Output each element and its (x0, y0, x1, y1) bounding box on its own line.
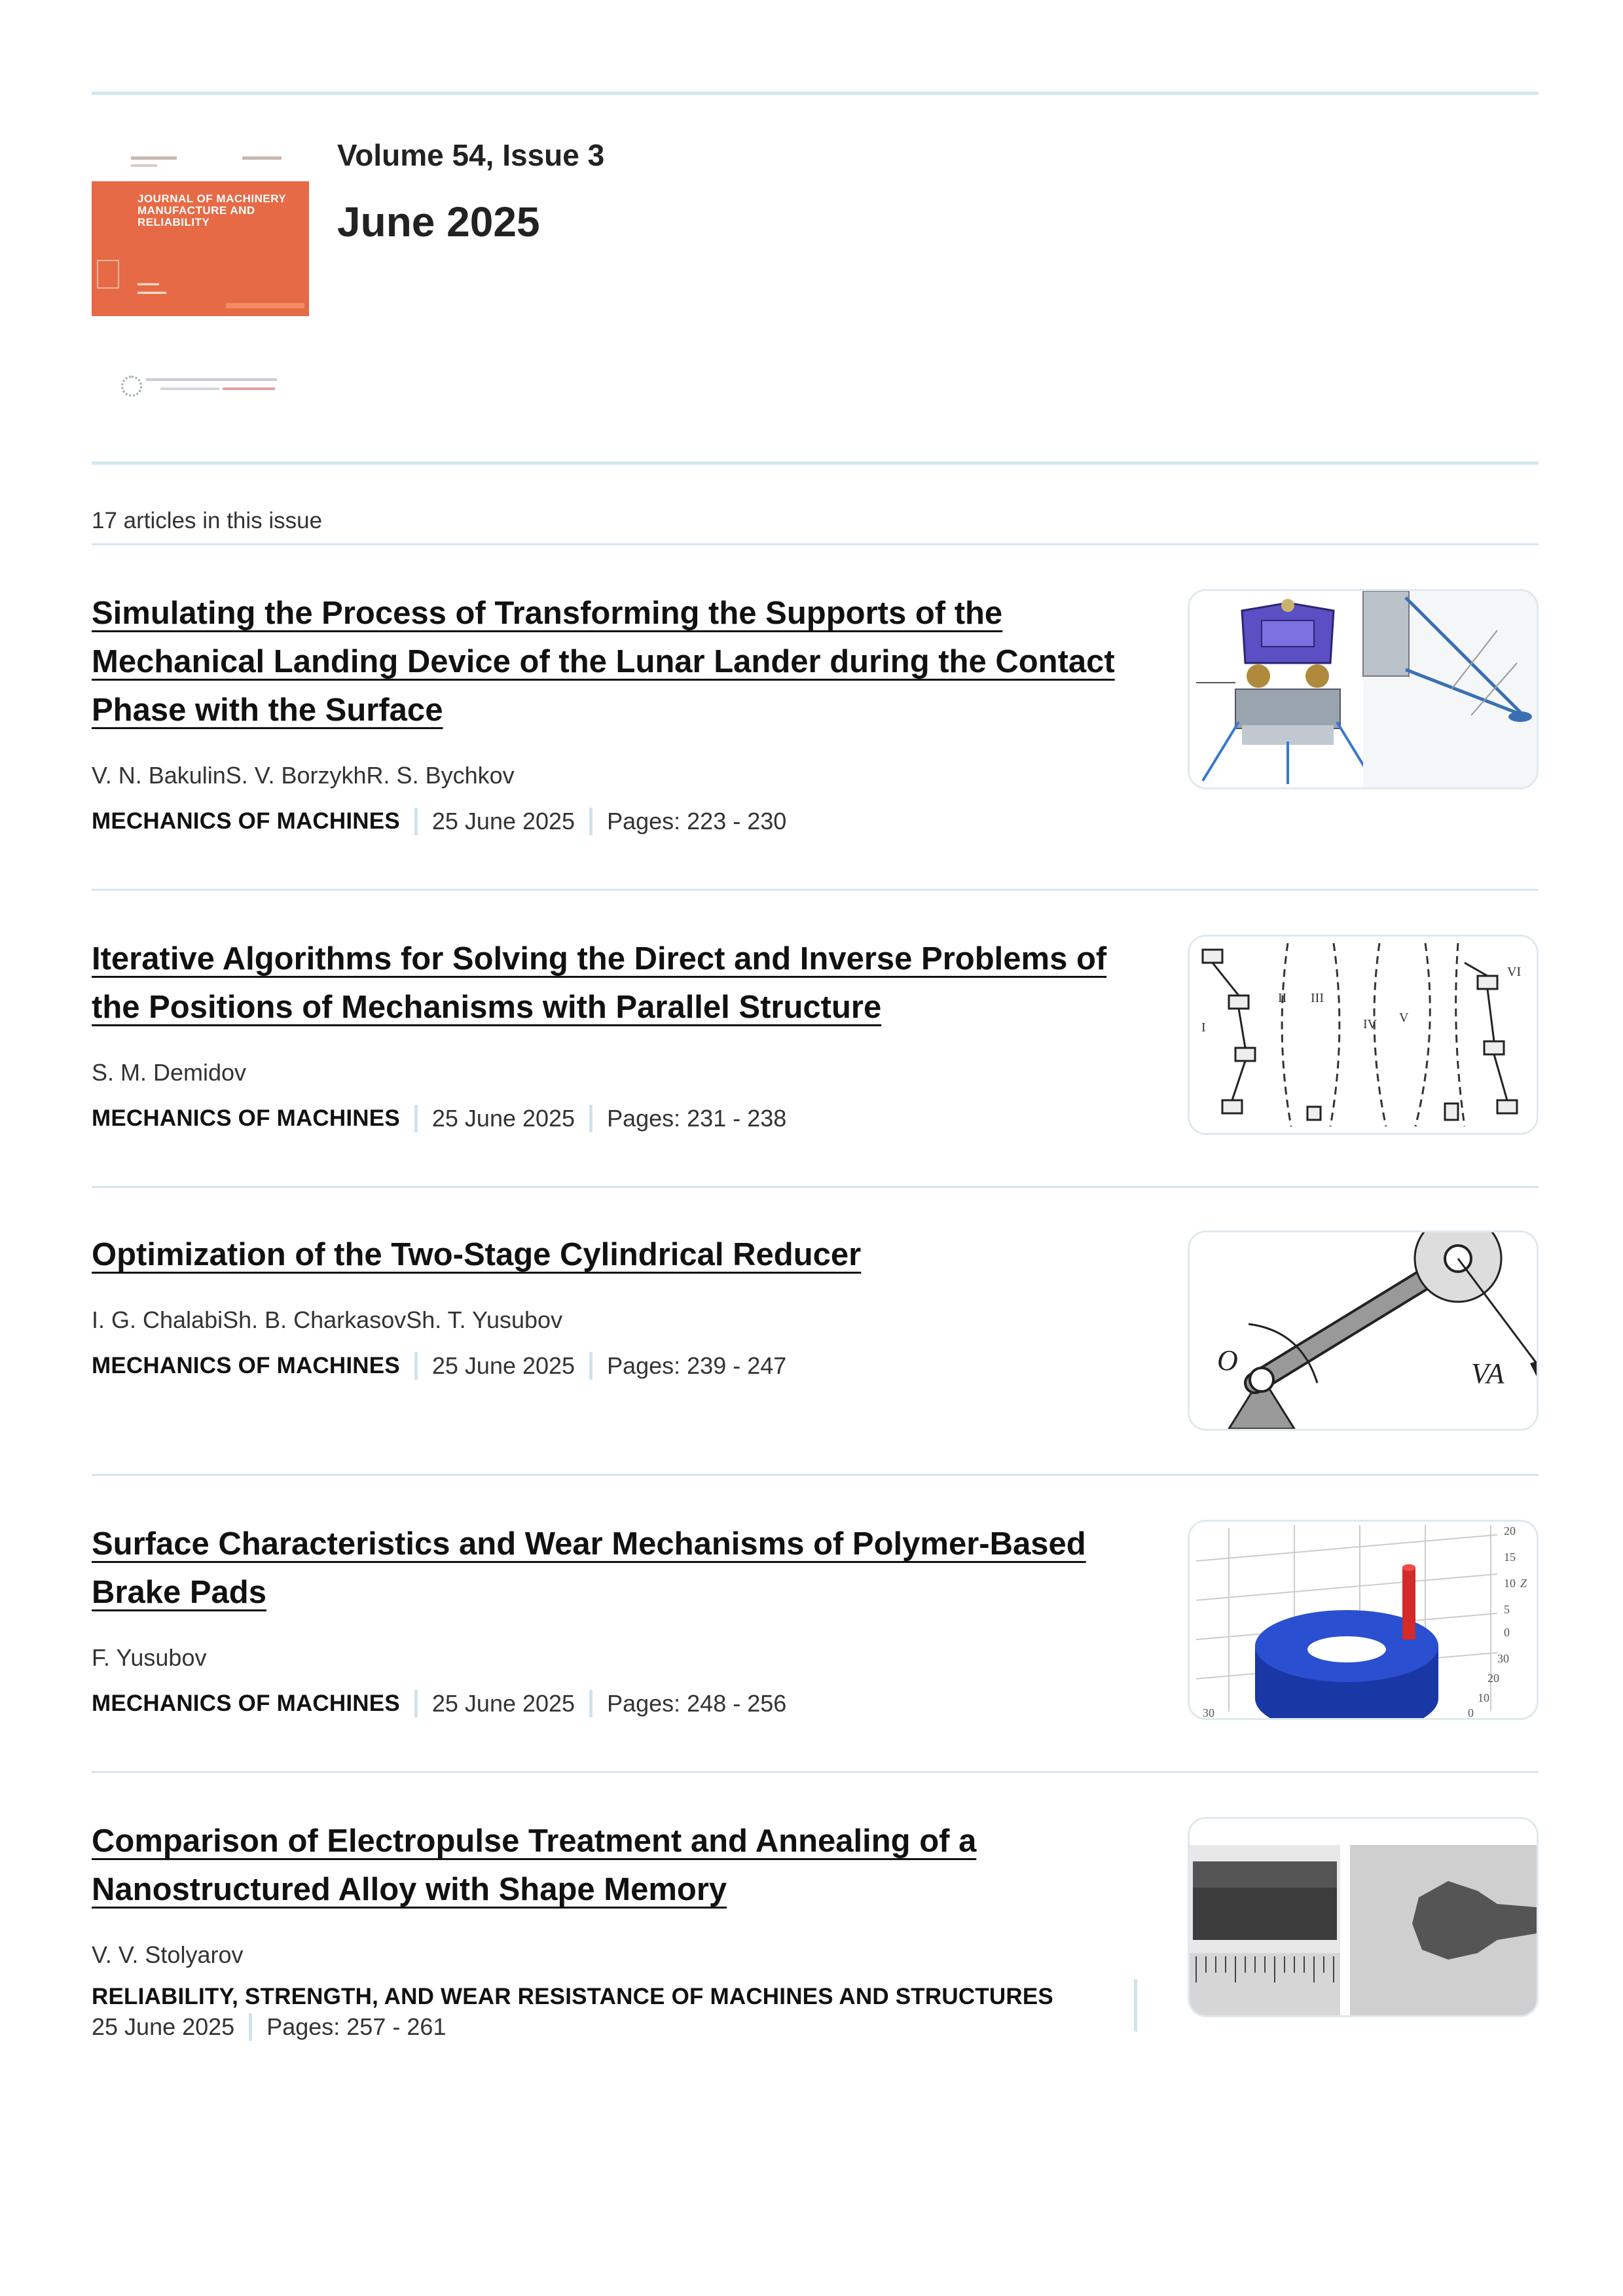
article-section[interactable]: MECHANICS OF MACHINES (92, 1105, 400, 1131)
axis-tick: 5 (1504, 1603, 1510, 1616)
article-divider (92, 889, 1539, 891)
article-date: 25 June 2025 (92, 2013, 235, 2040)
meta-separator (414, 808, 418, 835)
axis-tick: 20 (1504, 1524, 1516, 1537)
cover-top-strip (92, 141, 309, 181)
meta-separator (414, 1105, 418, 1132)
article-title-link[interactable]: Surface Characteristics and Wear Mechanisms of Polymer-Based Brake Pads (92, 1526, 1086, 1610)
article-count: 17 articles in this issue (92, 508, 323, 533)
article-pages: Pages: 223 - 230 (607, 808, 787, 834)
axis-tick: 10 (1504, 1577, 1516, 1590)
publisher-logo (121, 373, 282, 399)
meta-separator (249, 2013, 252, 2041)
thumb-label: VA (1471, 1357, 1504, 1390)
article-title-link[interactable]: Comparison of Electropulse Treatment and Annealing of a Nanostructured Alloy with Shape Memory (92, 1823, 977, 1907)
issue-date: June 2025 (337, 198, 540, 245)
article-section[interactable]: MECHANICS OF MACHINES (92, 1691, 400, 1716)
article-thumbnail[interactable] (1188, 1817, 1539, 2017)
article-date: 25 June 2025 (431, 1690, 575, 1717)
article-pages: Pages: 248 - 256 (607, 1690, 787, 1717)
axis-label: Z (1520, 1577, 1527, 1590)
count-divider (92, 543, 1539, 545)
meta-separator (589, 808, 593, 835)
article-divider (92, 1186, 1539, 1188)
top-divider (92, 92, 1539, 95)
article-authors: S. M. Demidov (92, 1059, 247, 1086)
article-card (92, 1817, 1539, 2041)
thumb-label: I (1201, 1020, 1206, 1035)
cover-title: JOURNAL OF MACHINERY MANUFACTURE AND RELIABILITY (137, 192, 286, 228)
cover-bottom-bar (226, 303, 304, 308)
article-title-link[interactable]: Iterative Algorithms for Solving the Direct and Inverse Problems of the Positions of Mechanisms with Parallel Structure (92, 941, 1107, 1025)
cover-orange-panel (92, 181, 309, 316)
axis-tick: 0 (1468, 1706, 1474, 1718)
crank-mechanism-figure (1190, 1232, 1537, 1429)
article-divider (92, 1771, 1539, 1773)
meta-separator (414, 1690, 418, 1717)
meta-separator (589, 1352, 593, 1380)
article-thumbnail[interactable] (1188, 589, 1539, 789)
axis-tick: 0 (1504, 1626, 1510, 1639)
article-thumbnail[interactable] (1188, 1230, 1539, 1431)
axis-tick: 30 (1497, 1652, 1509, 1665)
thumb-label: V (1399, 1011, 1409, 1025)
article-section[interactable]: MECHANICS OF MACHINES (92, 1353, 400, 1378)
article-pages: Pages: 239 - 247 (607, 1352, 787, 1379)
article-section[interactable]: RELIABILITY, STRENGTH, AND WEAR RESISTANCE OF MACHINES AND STRUCTURES (92, 1984, 1053, 2009)
axis-tick: 10 (1478, 1691, 1489, 1704)
meta-separator (414, 1352, 418, 1380)
axis-tick: 15 (1504, 1551, 1516, 1564)
axis-tick: 30 (1203, 1706, 1214, 1718)
thumb-label: O (1217, 1344, 1238, 1376)
article-card (92, 935, 1539, 1132)
article-meta (92, 808, 1539, 835)
article-title-link[interactable]: Simulating the Process of Transforming the Supports of the Mechanical Landing Device of the Lunar Lander during the Contact Phase with the Surface (92, 596, 1115, 728)
article-date: 25 June 2025 (431, 1352, 575, 1379)
alloy-sample-photo (1190, 1819, 1537, 2015)
thumb-label: III (1311, 991, 1324, 1005)
meta-separator (589, 1105, 593, 1132)
article-authors: F. Yusubov (92, 1644, 207, 1671)
axis-tick: 20 (1487, 1672, 1499, 1685)
article-divider (92, 1474, 1539, 1476)
meta-separator (1134, 1979, 1137, 2032)
thumb-label: VI (1507, 965, 1522, 979)
article-authors: V. V. Stolyarov (92, 1941, 244, 1968)
thumb-label: IV (1363, 1017, 1377, 1031)
article-card (92, 1520, 1539, 1717)
article-thumbnail[interactable] (1188, 1520, 1539, 1720)
journal-cover-image[interactable] (92, 141, 309, 435)
header-divider (92, 461, 1539, 465)
brake-pad-3d-figure (1190, 1522, 1537, 1718)
article-date: 25 June 2025 (431, 1105, 575, 1132)
article-card (92, 1230, 1539, 1390)
cover-emblem (97, 260, 119, 289)
article-authors: I. G. ChalabiSh. B. CharkasovSh. T. Yusubov (92, 1306, 563, 1333)
article-pages: Pages: 231 - 238 (607, 1105, 787, 1132)
meta-separator (589, 1690, 593, 1717)
article-section[interactable]: MECHANICS OF MACHINES (92, 808, 400, 834)
article-pages: Pages: 257 - 261 (266, 2013, 447, 2040)
article-date: 25 June 2025 (431, 808, 575, 834)
article-authors: V. N. BakulinS. V. BorzykhR. S. Bychkov (92, 762, 515, 789)
article-title-link[interactable]: Optimization of the Two-Stage Cylindrical Reducer (92, 1237, 862, 1272)
parallel-mechanism-figure (1190, 937, 1537, 1133)
article-card (92, 589, 1539, 835)
thumb-label: II (1278, 991, 1287, 1005)
lunar-lander-figure (1190, 591, 1537, 787)
issue-volume: Volume 54, Issue 3 (337, 138, 605, 172)
article-thumbnail[interactable] (1188, 935, 1539, 1135)
cover-editor-block: ▬▬▬ ▬▬▬▬ (137, 279, 166, 296)
